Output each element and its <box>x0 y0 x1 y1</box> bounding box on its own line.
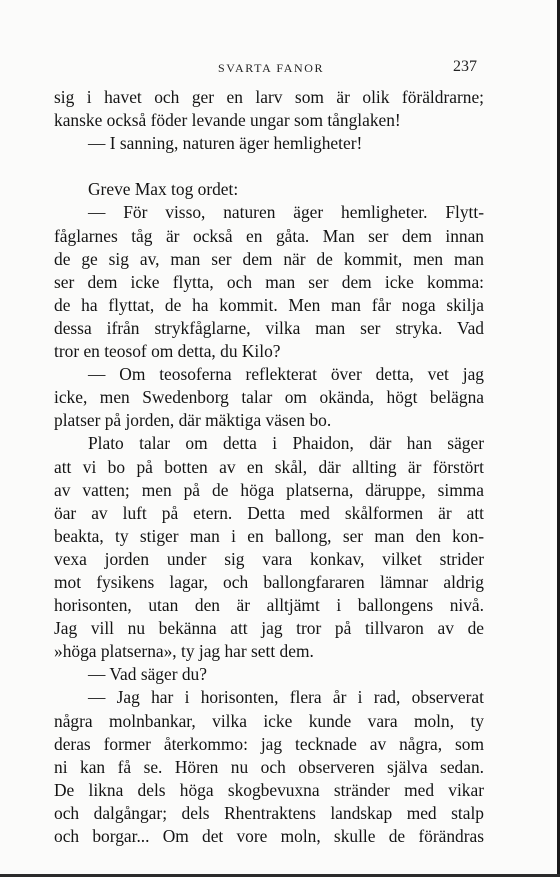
text-line: fåglarnes tåg är också en gåta. Man ser dem innan <box>54 225 484 246</box>
text-line: deras former återkommo: jag tecknade av några, som <box>54 733 484 754</box>
text-line: vexa jorden under sig vara konkav, vilket strider <box>54 548 484 569</box>
text-line: Plato talar om detta i Phaidon, där han säger <box>88 433 484 454</box>
text-line: — Jag har i horisonten, flera år i rad, observerat <box>88 687 484 708</box>
text-line: och borgar... Om det vore moln, skulle de förändras <box>54 826 484 846</box>
text-line: några molnbankar, vilka icke kunde vara moln, ty <box>54 710 484 731</box>
text-line: av vatten; men på de höga platserna, däruppe, simma <box>54 479 484 500</box>
text-line: beakta, ty stiger man i en ballong, ser man den kon- <box>54 525 484 546</box>
text-line: och dalgångar; dels Rhentraktens landskap med stalp <box>54 802 484 823</box>
text-line: platser på jorden, där mäktiga väsen bo. <box>54 410 332 431</box>
text-line: — Om teosoferna reflekterat över detta, vet jag <box>88 364 484 385</box>
text-line: »höga platserna», ty jag har sett dem. <box>54 641 314 662</box>
text-line: att vi bo på botten av en skål, där allting är förstört <box>54 456 484 477</box>
text-line: dessa ifrån strykfåglarne, vilka man ser stryka. Vad <box>54 317 484 338</box>
text-line: De likna dels höga skogbevuxna stränder med vikar <box>54 779 484 800</box>
text-line: icke, men Swedenborg talar om okända, högt belägna <box>54 387 484 408</box>
text-line: sig i havet och ger en larv som är olik föräldrarne; <box>54 87 484 107</box>
text-line: de ha flyttat, de ha kommit. Men man får noga skilja <box>54 294 484 315</box>
page-number: 237 <box>453 58 477 75</box>
body-text <box>54 86 484 848</box>
text-line: tror en teosof om detta, du Kilo? <box>54 341 281 362</box>
text-line: ser dem icke flytta, och man ser dem icke komma: <box>54 271 484 292</box>
text-line: — För visso, naturen äger hemligheter. Flytt- <box>88 202 484 223</box>
text-line: öar av luft på etern. Detta med skålformen är att <box>54 502 484 523</box>
text-line: — Vad säger du? <box>88 664 207 685</box>
text-line: — I sanning, naturen äger hemligheter! <box>88 133 363 154</box>
text-line: de ge sig av, man ser dem när de kommit, men man <box>54 248 484 269</box>
text-line: horisonten, utan den är alltjämt i ballongens nivå. <box>54 595 484 616</box>
text-line: mot fysikens lagar, och ballongfararen lämnar aldrig <box>54 571 484 592</box>
text-line: Greve Max tog ordet: <box>88 179 239 200</box>
text-line: ni kan få se. Hören nu och observeren själva sedan. <box>54 756 484 777</box>
text-line: Jag vill nu bekänna att jag tror på tillvaron av de <box>54 618 484 639</box>
text-line: kanske också föder levande ungar som tånglaken! <box>54 110 401 131</box>
blank-line <box>54 155 484 178</box>
running-title: SVARTA FANOR <box>218 61 325 75</box>
